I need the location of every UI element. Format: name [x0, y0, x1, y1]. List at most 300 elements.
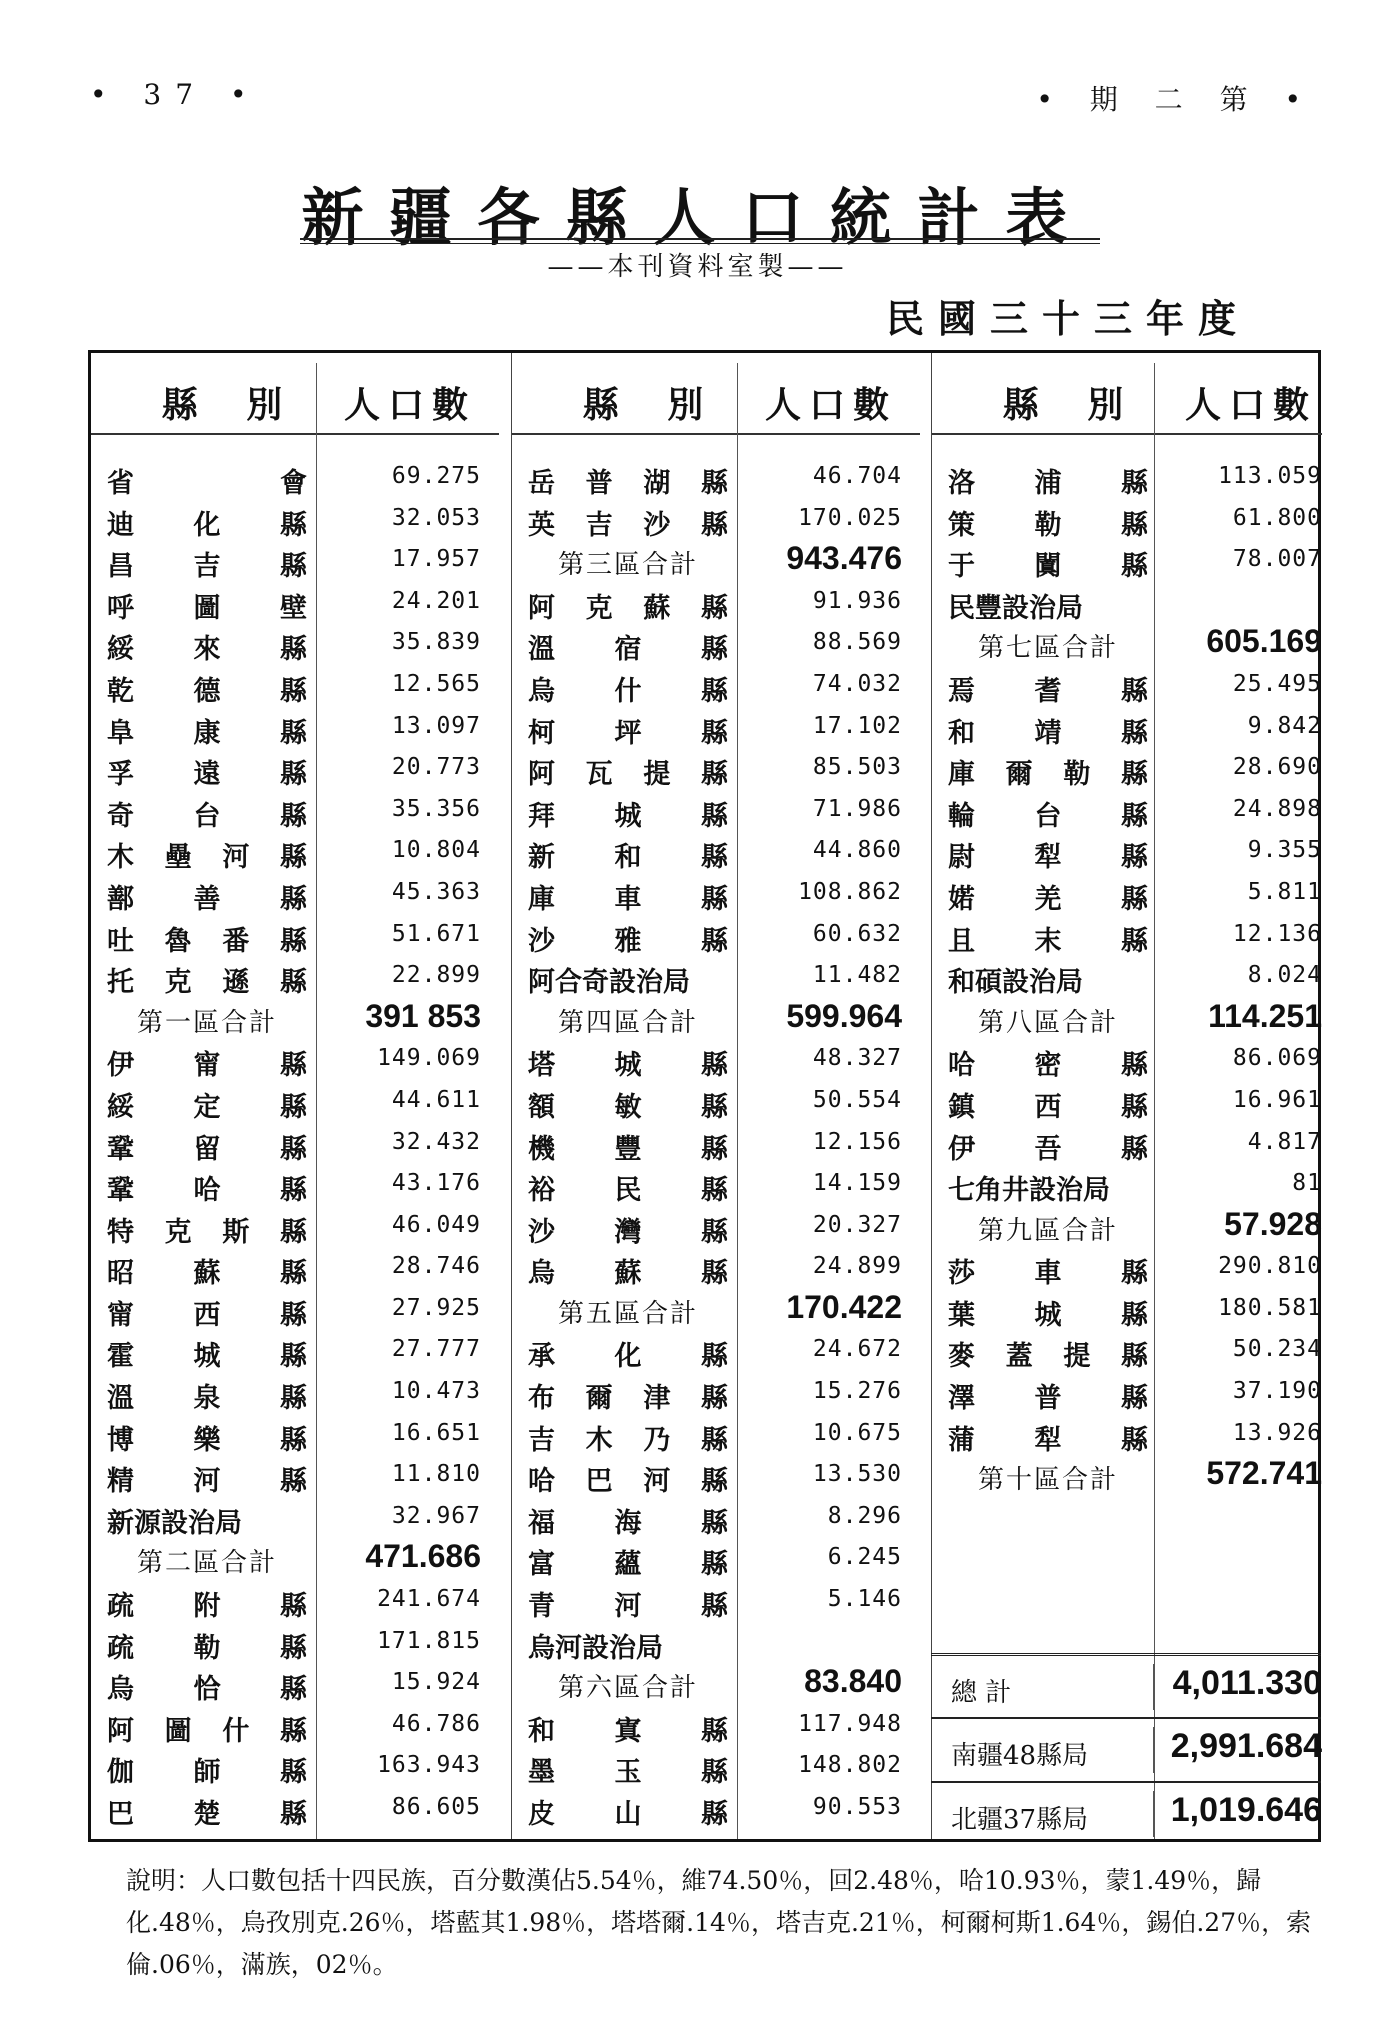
county-name: 綏 來 縣	[107, 634, 307, 666]
population-value: 114.251	[1208, 997, 1322, 1034]
county-name: 岳 普 湖 縣	[528, 468, 728, 499]
county-name: 鎮 西 縣	[948, 1091, 1148, 1123]
table-row	[91, 1788, 499, 1830]
county-name: 阿合奇設治局	[528, 967, 690, 999]
county-name: 第七區合計	[977, 633, 1118, 664]
county-name: 哈 密 縣	[948, 1050, 1148, 1082]
county-name: 柯 坪 縣	[528, 717, 728, 749]
table-row	[512, 956, 920, 998]
table-row	[91, 1164, 499, 1206]
population-value: 180.581	[1218, 1294, 1322, 1321]
county-name: 第八區合計	[977, 1007, 1118, 1038]
population-value: 60.632	[812, 920, 902, 947]
population-value: 15.276	[812, 1378, 902, 1405]
population-value: 32.432	[391, 1128, 481, 1155]
population-value: 50.234	[1232, 1336, 1322, 1363]
county-name: 第三區合計	[557, 550, 698, 581]
county-name: 吐 魯 番 縣	[107, 925, 307, 957]
table-row	[91, 831, 499, 873]
table-row	[512, 790, 920, 832]
county-name: 伊 吾 縣	[948, 1133, 1148, 1165]
county-name: 甯 西 縣	[107, 1299, 307, 1331]
population-value: 12.156	[812, 1128, 902, 1155]
population-value: 51.671	[391, 920, 481, 947]
population-value: 24.672	[812, 1336, 902, 1363]
population-value: 10.804	[391, 837, 481, 864]
subtotal-row	[932, 623, 1322, 665]
population-value: 90.553	[812, 1794, 902, 1820]
table-row	[512, 1455, 920, 1497]
table-row	[932, 1330, 1322, 1372]
table-row	[512, 1330, 920, 1372]
county-name: 墨 玉 縣	[528, 1757, 728, 1789]
county-name: 承 化 縣	[528, 1341, 728, 1373]
county-name: 且 末 縣	[948, 925, 1148, 957]
population-value: 572.741	[1206, 1455, 1322, 1492]
population-table	[88, 350, 1321, 1842]
county-name: 昭 蘇 縣	[107, 1258, 307, 1290]
population-value: 163.943	[377, 1752, 481, 1779]
county-name: 布 爾 津 縣	[528, 1383, 728, 1415]
population-value: 45.363	[391, 878, 481, 905]
row-list	[512, 457, 920, 1830]
county-name: 第十區合計	[977, 1465, 1118, 1496]
table-row	[932, 873, 1322, 915]
population-value: 20.327	[812, 1211, 902, 1238]
table-row	[91, 790, 499, 832]
county-name: 蒲 犁 縣	[948, 1424, 1148, 1456]
county-name: 巴 楚 縣	[107, 1799, 307, 1830]
table-row	[91, 1123, 499, 1165]
table-row	[932, 1081, 1322, 1123]
county-name: 庫 爾 勒 縣	[948, 759, 1148, 791]
county-name: 于 闐 縣	[948, 551, 1148, 583]
table-row	[932, 499, 1322, 541]
total-label: 北疆37縣局	[951, 1805, 1089, 1835]
population-value: 113.059	[1218, 463, 1322, 489]
total-label: 總 計	[951, 1678, 1012, 1708]
population-value: 32.967	[391, 1502, 481, 1529]
county-name: 麥 蓋 提 縣	[948, 1341, 1148, 1373]
county-name: 呼 圖 壁	[107, 592, 307, 624]
county-name: 澤 普 縣	[948, 1383, 1148, 1415]
county-name: 策 勒 縣	[948, 509, 1148, 541]
population-value: 599.964	[786, 997, 902, 1034]
county-name: 哈 巴 河 縣	[528, 1466, 728, 1498]
table-row	[91, 707, 499, 749]
header-population: 人口數	[1184, 384, 1317, 426]
county-name: 莎 車 縣	[948, 1258, 1148, 1290]
population-value: 605.169	[1206, 623, 1322, 660]
population-value: 149.069	[377, 1045, 481, 1072]
population-value: 35.839	[391, 629, 481, 656]
table-row	[91, 1330, 499, 1372]
county-name: 伽 師 縣	[107, 1757, 307, 1789]
county-name: 額 敏 縣	[528, 1091, 728, 1123]
table-row	[512, 1039, 920, 1081]
table-row	[91, 1206, 499, 1248]
table-row	[91, 956, 499, 998]
county-name: 阜 康 縣	[107, 717, 307, 749]
table-row	[932, 1414, 1322, 1456]
county-name: 奇 台 縣	[107, 800, 307, 832]
subtotal-row	[91, 1538, 499, 1580]
population-value: 27.925	[391, 1294, 481, 1321]
table-row	[932, 1372, 1322, 1414]
table-row	[512, 1580, 920, 1622]
county-name: 阿 瓦 提 縣	[528, 759, 728, 791]
table-row	[91, 873, 499, 915]
table-row	[512, 1788, 920, 1830]
population-value: 35.356	[391, 795, 481, 822]
county-name: 焉 耆 縣	[948, 675, 1148, 707]
population-value: 108.862	[798, 878, 902, 905]
population-value: 24.898	[1232, 795, 1322, 822]
county-name: 精 河 縣	[107, 1466, 307, 1498]
table-row	[91, 457, 499, 499]
county-name: 伊 甯 縣	[107, 1050, 307, 1082]
population-value: 16.651	[391, 1419, 481, 1446]
population-value: 81	[1292, 1170, 1322, 1197]
table-row	[932, 1123, 1322, 1165]
table-column	[511, 353, 920, 1839]
table-row	[512, 1497, 920, 1539]
table-row	[932, 1289, 1322, 1331]
population-value: 290.810	[1218, 1253, 1322, 1280]
table-row	[512, 748, 920, 790]
county-name: 博 樂 縣	[107, 1424, 307, 1456]
total-value: 2,991.684	[1153, 1727, 1324, 1773]
population-value: 8.024	[1247, 962, 1322, 989]
table-row	[512, 1622, 920, 1664]
county-name: 綏 定 縣	[107, 1091, 307, 1123]
header-population: 人口數	[764, 384, 897, 426]
population-value: 20.773	[391, 754, 481, 781]
population-value: 13.926	[1232, 1419, 1322, 1446]
table-row	[91, 1580, 499, 1622]
county-name: 沙 灣 縣	[528, 1216, 728, 1248]
population-value: 11.810	[391, 1461, 481, 1488]
population-value: 71.986	[812, 795, 902, 822]
table-row	[932, 457, 1322, 499]
table-row	[91, 540, 499, 582]
table-row	[91, 748, 499, 790]
county-name: 和 寘 縣	[528, 1715, 728, 1747]
subtotal-row	[932, 1455, 1322, 1497]
population-value: 46.049	[391, 1211, 481, 1238]
column-header	[932, 363, 1322, 435]
table-row	[932, 790, 1322, 832]
table-row	[91, 1705, 499, 1747]
total-value: 1,019.646	[1153, 1791, 1324, 1837]
population-value: 13.097	[391, 712, 481, 739]
table-row	[932, 665, 1322, 707]
county-name: 鄯 善 縣	[107, 883, 307, 915]
table-row	[91, 1081, 499, 1123]
table-row	[932, 540, 1322, 582]
population-value: 13.530	[812, 1461, 902, 1488]
population-value: 25.495	[1232, 670, 1322, 697]
table-row	[512, 1081, 920, 1123]
population-value: 117.948	[798, 1710, 902, 1737]
population-value: 148.802	[798, 1752, 902, 1779]
table-row	[512, 1247, 920, 1289]
table-row	[512, 831, 920, 873]
table-row	[512, 873, 920, 915]
county-name: 迪 化 縣	[107, 509, 307, 541]
table-row	[91, 1622, 499, 1664]
population-value: 391 853	[365, 997, 481, 1034]
grand-total-row	[931, 1653, 1321, 1718]
county-name: 霍 城 縣	[107, 1341, 307, 1373]
population-value: 91.936	[812, 587, 902, 614]
row-list	[932, 457, 1322, 1497]
county-name: 昌 吉 縣	[107, 551, 307, 583]
source-line: ——本刊資料室製——	[547, 252, 848, 282]
population-value: 44.860	[812, 837, 902, 864]
population-value: 5.811	[1247, 878, 1322, 905]
issue-label: • 期 二 第 •	[1036, 83, 1315, 116]
table-row	[512, 1538, 920, 1580]
header-population: 人口數	[343, 384, 476, 426]
county-name: 輪 台 縣	[948, 800, 1148, 832]
table-row	[91, 665, 499, 707]
population-value: 10.473	[391, 1378, 481, 1405]
population-value: 24.201	[391, 587, 481, 614]
table-row	[91, 1247, 499, 1289]
column-header	[512, 363, 920, 435]
county-name: 拜 城 縣	[528, 800, 728, 832]
population-value: 170.422	[786, 1288, 902, 1325]
county-name: 乾 德 縣	[107, 675, 307, 707]
county-name: 機 豐 縣	[528, 1133, 728, 1165]
table-row	[512, 1414, 920, 1456]
county-name: 皮 山 縣	[528, 1799, 728, 1830]
table-row	[512, 1372, 920, 1414]
table-row	[512, 1164, 920, 1206]
county-name: 第四區合計	[557, 1007, 698, 1038]
table-row	[512, 623, 920, 665]
table-row	[91, 915, 499, 957]
county-name: 第二區合計	[136, 1548, 277, 1579]
row-list	[91, 457, 499, 1830]
county-name: 英 吉 沙 縣	[528, 509, 728, 541]
county-name: 第六區合計	[557, 1673, 698, 1704]
subtotal-row	[512, 1663, 920, 1705]
county-name: 和 靖 縣	[948, 717, 1148, 749]
county-name: 青 河 縣	[528, 1591, 728, 1623]
population-value: 28.690	[1232, 754, 1322, 781]
population-value: 28.746	[391, 1253, 481, 1280]
county-name: 吉 木 乃 縣	[528, 1424, 728, 1456]
population-value: 16.961	[1232, 1086, 1322, 1113]
population-value: 9.355	[1247, 837, 1322, 864]
county-name: 新 和 縣	[528, 842, 728, 874]
table-row	[932, 1164, 1322, 1206]
population-value: 12.136	[1232, 920, 1322, 947]
table-row	[512, 1206, 920, 1248]
table-row	[512, 665, 920, 707]
county-name: 婼 羌 縣	[948, 883, 1148, 915]
population-value: 48.327	[812, 1045, 902, 1072]
page-number: • 37 •	[90, 78, 261, 111]
population-value: 14.159	[812, 1170, 902, 1197]
population-value: 78.007	[1232, 546, 1322, 573]
population-value: 8.296	[827, 1502, 902, 1529]
title-rule	[300, 238, 1100, 244]
population-value: 22.899	[391, 962, 481, 989]
header-county: 縣 別	[1002, 384, 1142, 426]
county-name: 富 蘊 縣	[528, 1549, 728, 1581]
county-name: 疏 勒 縣	[107, 1632, 307, 1664]
table-row	[91, 1663, 499, 1705]
county-name: 阿 克 蘇 縣	[528, 592, 728, 624]
population-value: 943.476	[786, 540, 902, 577]
county-name: 第一區合計	[136, 1007, 277, 1038]
population-value: 10.675	[812, 1419, 902, 1446]
county-name: 烏河設治局	[528, 1632, 663, 1664]
table-row	[512, 582, 920, 624]
county-name: 洛 浦 縣	[948, 468, 1148, 499]
population-value: 86.605	[391, 1794, 481, 1820]
table-row	[932, 582, 1322, 624]
population-value: 74.032	[812, 670, 902, 697]
population-value: 44.611	[391, 1086, 481, 1113]
county-name: 福 海 縣	[528, 1507, 728, 1539]
county-name: 第五區合計	[557, 1298, 698, 1329]
total-value: 4,011.330	[1153, 1664, 1324, 1710]
county-name: 孚 遠 縣	[107, 759, 307, 791]
population-value: 86.069	[1232, 1045, 1322, 1072]
county-name: 鞏 哈 縣	[107, 1175, 307, 1207]
county-name: 烏 恰 縣	[107, 1674, 307, 1706]
population-value: 37.190	[1232, 1378, 1322, 1405]
subtotal-row	[512, 1289, 920, 1331]
population-value: 4.817	[1247, 1128, 1322, 1155]
table-row	[932, 831, 1322, 873]
table-row	[932, 1039, 1322, 1081]
population-value: 50.554	[812, 1086, 902, 1113]
table-row	[512, 707, 920, 749]
county-name: 溫 泉 縣	[107, 1383, 307, 1415]
county-name: 疏 附 縣	[107, 1591, 307, 1623]
population-value: 6.245	[827, 1544, 902, 1571]
county-name: 葉 城 縣	[948, 1299, 1148, 1331]
population-value: 11.482	[812, 962, 902, 989]
county-name: 木 壘 河 縣	[107, 842, 307, 874]
population-value: 17.957	[391, 546, 481, 573]
population-value: 32.053	[391, 504, 481, 531]
population-value: 241.674	[377, 1586, 481, 1613]
total-label: 南疆48縣局	[951, 1741, 1089, 1771]
table-row	[512, 457, 920, 499]
table-row	[512, 915, 920, 957]
population-value: 69.275	[391, 463, 481, 489]
table-column	[91, 353, 499, 1839]
header-county: 縣 別	[582, 384, 722, 426]
county-name: 鞏 留 縣	[107, 1133, 307, 1165]
population-value: 9.842	[1247, 712, 1322, 739]
population-value: 85.503	[812, 754, 902, 781]
table-row	[91, 499, 499, 541]
county-name: 托 克 遜 縣	[107, 967, 307, 999]
county-name: 新源設治局	[107, 1507, 242, 1539]
population-value: 5.146	[827, 1586, 902, 1613]
county-name: 烏 什 縣	[528, 675, 728, 707]
table-column	[931, 353, 1322, 1839]
header-county: 縣 別	[161, 384, 301, 426]
page-title: 新疆各縣人口統計表	[301, 181, 1094, 254]
subtotal-row	[512, 540, 920, 582]
population-value: 12.565	[391, 670, 481, 697]
population-value: 24.899	[812, 1253, 902, 1280]
column-header	[91, 363, 499, 435]
county-name: 和碩設治局	[948, 967, 1083, 999]
table-row	[932, 1247, 1322, 1289]
county-name: 七角井設治局	[948, 1175, 1110, 1207]
table-row	[91, 1372, 499, 1414]
county-name: 塔 城 縣	[528, 1050, 728, 1082]
table-row	[91, 1414, 499, 1456]
population-value: 46.704	[812, 463, 902, 489]
subtotal-row	[512, 998, 920, 1040]
population-value: 83.840	[804, 1663, 902, 1700]
subtotal-row	[932, 1206, 1322, 1248]
table-row	[91, 1455, 499, 1497]
county-name: 裕 民 縣	[528, 1175, 728, 1207]
north-total-row	[931, 1781, 1321, 1845]
population-value: 471.686	[365, 1538, 481, 1575]
county-name: 特 克 斯 縣	[107, 1216, 307, 1248]
table-row	[91, 1289, 499, 1331]
table-row	[91, 1497, 499, 1539]
subtotal-row	[932, 998, 1322, 1040]
population-value: 43.176	[391, 1170, 481, 1197]
population-value: 46.786	[391, 1710, 481, 1737]
table-row	[512, 1746, 920, 1788]
county-name: 阿 圖 什 縣	[107, 1715, 307, 1747]
county-name: 沙 雅 縣	[528, 925, 728, 957]
table-row	[932, 915, 1322, 957]
population-value: 15.924	[391, 1669, 481, 1696]
population-value: 17.102	[812, 712, 902, 739]
table-row	[512, 499, 920, 541]
population-value: 88.569	[812, 629, 902, 656]
table-row	[932, 707, 1322, 749]
subtotal-row	[91, 998, 499, 1040]
year-label: 民國三十三年度	[885, 296, 1250, 341]
population-value: 170.025	[798, 504, 902, 531]
county-name: 庫 車 縣	[528, 883, 728, 915]
county-name: 尉 犁 縣	[948, 842, 1148, 874]
county-name: 民豐設治局	[948, 592, 1083, 624]
county-name: 溫 宿 縣	[528, 634, 728, 666]
county-name: 烏 蘇 縣	[528, 1258, 728, 1290]
table-row	[932, 956, 1322, 998]
footnote: 說明：人口數包括十四民族，百分數漢佔5.54％，維74.50％，回2.48％，哈10.93％，蒙1.49％，歸化.48％，烏孜別克.26％，塔藍其1.98％，塔塔爾.14％，塔吉克.21％，柯爾柯斯1.64％，錫伯.27％，索倫.06％，滿族，02％。	[126, 1866, 1312, 1979]
table-row	[91, 1746, 499, 1788]
south-total-row	[931, 1717, 1321, 1781]
table-row	[91, 623, 499, 665]
table-row	[512, 1705, 920, 1747]
table-row	[91, 1039, 499, 1081]
population-value: 27.777	[391, 1336, 481, 1363]
population-value: 61.800	[1232, 504, 1322, 531]
table-row	[91, 582, 499, 624]
population-value: 171.815	[377, 1627, 481, 1654]
table-row	[932, 748, 1322, 790]
population-value: 57.928	[1224, 1205, 1322, 1242]
